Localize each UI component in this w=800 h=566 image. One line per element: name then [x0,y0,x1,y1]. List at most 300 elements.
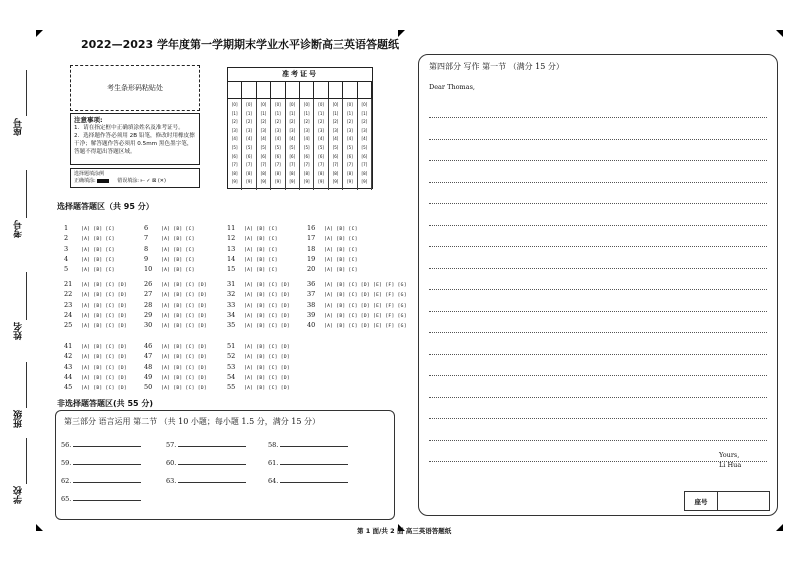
answer-options[interactable]: [A] [B] [C] [81,268,115,274]
answer-options[interactable]: [A] [B] [C] [D] [81,345,127,350]
choice-question [227,280,290,288]
admission-digit-bubble[interactable]: [1] [260,110,267,116]
seat-field[interactable] [26,70,27,116]
writing-line[interactable] [429,139,767,140]
question-number: 38 [307,300,316,309]
answer-options[interactable]: [A] [B] [C] [D] [244,365,290,371]
blank-answer-line[interactable] [73,500,141,501]
admission-digit-bubble[interactable]: [9] [289,179,296,185]
admission-digit-bubble[interactable]: [3] [231,127,238,133]
answer-options[interactable]: [A] [B] [C] [D] [E] [F] [G] [324,313,407,319]
question-number: 33 [227,300,236,309]
question-number: 4 [64,254,69,263]
answer-options[interactable]: [A] [B] [C] [D] [161,386,207,392]
answer-options[interactable]: [A] [B] [C] [D] [161,313,207,319]
admission-digit-bubble[interactable]: [6] [260,153,267,159]
answer-options[interactable]: [A] [B] [C] [324,227,358,232]
blank-number: 56. [61,441,72,449]
answer-options[interactable]: [A] [B] [C] [161,237,195,243]
choice-question [64,290,127,298]
blank-answer-line[interactable] [178,482,246,483]
answer-options[interactable]: [A] [B] [C] [324,237,358,243]
admission-write-cell[interactable] [228,82,242,98]
choice-question [144,280,207,288]
admission-write-cell[interactable] [257,82,271,98]
admission-digit-bubble[interactable]: [1] [246,110,252,116]
admission-digit-bubble[interactable]: [7] [260,162,267,168]
blank-number: 61. [268,459,279,467]
admission-digit-bubble[interactable]: [6] [275,153,281,159]
writing-line[interactable] [429,311,767,312]
admission-digit-bubble[interactable]: [4] [361,136,368,142]
answer-options[interactable]: [A] [B] [C] [D] [161,303,207,309]
admission-digit-bubble[interactable]: [0] [318,102,324,107]
answer-options[interactable]: [A] [B] [C] [244,227,278,232]
admission-digit-bubble[interactable]: [0] [260,102,267,107]
admission-digit-bubble[interactable]: [6] [332,153,339,159]
answer-options[interactable]: [A] [B] [C] [324,268,358,274]
wrong-fill-marks: ⟝ ✓ ⊠ (✕) [140,178,166,184]
admission-digit-bubble[interactable]: [9] [361,179,368,185]
answer-options[interactable]: [A] [B] [C] [D] [161,365,207,371]
question-number: 54 [227,372,236,381]
answer-options[interactable]: [A] [B] [C] [D] [81,303,127,309]
admission-digit-bubble[interactable]: [5] [231,144,238,150]
correct-fill-label: 正确填涂: [74,178,96,184]
question-number: 30 [144,321,153,330]
answer-options[interactable]: [A] [B] [C] [D] [E] [F] [G] [324,293,407,299]
admission-digit-bubble[interactable]: [6] [303,153,310,159]
admission-digit-bubble[interactable]: [2] [275,119,281,125]
answer-options[interactable]: [A] [B] [C] [D] [81,324,127,330]
answer-options[interactable]: [A] [B] [C] [81,247,115,253]
answer-options[interactable]: [A] [B] [C] [D] [244,375,290,381]
admission-digit-bubble[interactable]: [8] [260,170,267,176]
name-field[interactable] [26,272,27,320]
writing-line[interactable] [429,354,767,355]
admission-digit-bubble[interactable]: [0] [231,102,238,107]
question-number: 53 [227,362,236,371]
admission-digit-bubble[interactable]: [6] [361,153,368,159]
writing-line[interactable] [429,246,767,247]
admission-digit-column [242,99,256,190]
question-number: 45 [64,383,73,392]
admission-digit-bubble[interactable]: [0] [347,102,353,107]
barcode-area [70,65,200,111]
question-number: 49 [144,372,153,381]
part3-title: 第三部分 语言运用 第二节 （共 10 小题；每小题 1.5 分，满分 15 分） [64,417,320,426]
admission-digit-bubble[interactable]: [3] [246,127,252,133]
admission-digit-bubble[interactable]: [0] [332,102,339,107]
admission-digit-bubble[interactable]: [6] [246,153,252,159]
choice-question [144,373,207,381]
question-number: 6 [144,224,149,232]
choice-question [227,255,278,263]
admission-digit-column [228,99,242,190]
answer-options[interactable]: [A] [B] [C] [D] [E] [F] [G] [324,324,407,330]
question-number: 24 [64,310,73,319]
answer-options[interactable]: [A] [B] [C] [D] [81,365,127,371]
answer-options[interactable]: [A] [B] [C] [324,257,358,263]
fill-in-blank [61,441,141,449]
admission-digit-bubble[interactable]: [5] [303,144,310,150]
choice-question [227,321,290,329]
admission-write-cell[interactable] [314,82,328,98]
answer-options[interactable]: [A] [B] [C] [D] [81,375,127,381]
admission-digit-bubble[interactable]: [8] [231,170,238,176]
answer-options[interactable]: [A] [B] [C] [D] [81,313,127,319]
blank-answer-line[interactable] [280,482,348,483]
admission-digit-bubble[interactable]: [8] [332,170,339,176]
admission-digit-bubble[interactable]: [7] [289,162,296,168]
question-number: 47 [144,352,153,361]
school-label: 学校 [14,486,24,504]
fill-in-blank [166,477,246,485]
admission-bubble-grid [228,99,372,190]
answer-options[interactable]: [A] [B] [C] [D] [161,345,207,350]
question-number: 41 [64,342,73,350]
admission-digit-bubble[interactable]: [2] [260,119,267,125]
choice-question [227,352,290,360]
blank-answer-line[interactable] [73,482,141,483]
admission-digit-bubble[interactable]: [7] [361,162,368,168]
admission-digit-bubble[interactable]: [4] [303,136,310,142]
writing-line[interactable] [429,397,767,398]
choice-question [144,301,207,309]
admission-digit-bubble[interactable]: [1] [332,110,339,116]
corner-mark-bottom-right [776,524,783,531]
answer-options[interactable]: [A] [B] [C] [244,268,278,274]
question-number: 7 [144,234,149,243]
admission-digit-bubble[interactable]: [3] [260,127,267,133]
answer-options[interactable]: [A] [B] [C] [D] [81,386,127,392]
question-number: 48 [144,362,153,371]
blank-number: 57. [166,441,177,449]
answer-options[interactable]: [A] [B] [C] [244,237,278,243]
admission-digit-bubble[interactable]: [5] [318,144,324,150]
answer-options[interactable]: [A] [B] [C] [D] [161,283,207,288]
writing-line[interactable] [429,117,767,118]
admission-digit-bubble[interactable]: [3] [361,127,368,133]
admission-digit-bubble[interactable]: [9] [260,179,267,185]
part4-writing-box [418,54,778,516]
answer-options[interactable]: [A] [B] [C] [D] [244,283,290,288]
admission-digit-bubble[interactable]: [5] [289,144,296,150]
answer-options[interactable]: [A] [B] [C] [D] [161,324,207,330]
admission-digit-column [314,99,328,190]
answer-options[interactable]: [A] [B] [C] [161,227,195,232]
admission-write-cell[interactable] [286,82,300,98]
admission-digit-bubble[interactable]: [8] [347,170,353,176]
question-number: 22 [64,290,73,299]
admission-write-cell[interactable] [242,82,256,98]
admission-digit-bubble[interactable]: [1] [347,110,353,116]
blank-answer-line[interactable] [178,464,246,465]
admission-digit-bubble[interactable]: [7] [246,162,252,168]
answer-options[interactable]: [A] [B] [C] [81,257,115,263]
admission-digit-column [343,99,357,190]
blank-answer-line[interactable] [178,446,246,447]
answer-options[interactable]: [A] [B] [C] [D] [244,355,290,361]
answer-options[interactable]: [A] [B] [C] [244,257,278,263]
question-number: 36 [307,280,316,288]
admission-digit-bubble[interactable]: [5] [347,144,353,150]
admission-digit-bubble[interactable]: [7] [275,162,281,168]
admission-digit-bubble[interactable]: [0] [361,102,368,107]
choice-question [307,265,358,273]
admission-digit-bubble[interactable]: [9] [332,179,339,185]
blank-answer-line[interactable] [73,464,141,465]
notice-heading: 注意事项: [74,116,103,124]
question-number: 13 [227,244,236,253]
admission-digit-bubble[interactable]: [2] [361,119,368,125]
blank-number: 60. [166,459,177,467]
answer-options[interactable]: [A] [B] [C] [D] [244,324,290,330]
admission-digit-bubble[interactable]: [2] [289,119,296,125]
fill-in-blank [268,441,348,449]
admission-digit-bubble[interactable]: [7] [347,162,353,168]
question-number: 15 [227,265,236,274]
writing-line[interactable] [429,225,767,226]
student-info-sidebar [10,40,34,530]
admission-digit-bubble[interactable]: [4] [246,136,252,142]
admission-digit-bubble[interactable]: [1] [289,110,296,116]
admission-digit-column [358,99,372,190]
notice-box [70,113,200,165]
admission-digit-bubble[interactable]: [4] [332,136,339,142]
admission-digit-bubble[interactable]: [2] [318,119,324,125]
answer-options[interactable]: [A] [B] [C] [D] [244,313,290,319]
question-number: 52 [227,352,236,361]
question-number: 21 [64,280,73,288]
admission-digit-bubble[interactable]: [2] [246,119,252,125]
choice-question [307,245,358,253]
question-number: 55 [227,383,236,392]
writing-line[interactable] [429,375,767,376]
admission-digit-column [286,99,300,190]
admission-digit-bubble[interactable]: [9] [231,179,238,185]
admission-write-cell[interactable] [271,82,285,98]
admission-digit-bubble[interactable]: [4] [231,136,238,142]
choice-question [227,301,290,309]
admission-digit-bubble[interactable]: [1] [231,110,238,116]
seat-number-field[interactable] [718,492,769,510]
answer-options[interactable]: [A] [B] [C] [D] [244,303,290,309]
answer-options[interactable]: [A] [B] [C] [D] [81,293,127,299]
choice-question [307,311,407,319]
fill-in-blank [61,495,141,503]
admission-digit-bubble[interactable]: [4] [289,136,296,142]
admission-digit-bubble[interactable]: [8] [289,170,296,176]
answer-options[interactable]: [A] [B] [C] [244,247,278,253]
answer-options[interactable]: [A] [B] [C] [D] [161,355,207,361]
writing-line[interactable] [429,289,767,290]
admission-digit-bubble[interactable]: [9] [303,179,310,185]
question-number: 16 [307,224,316,232]
choice-question [227,383,290,391]
question-number: 43 [64,362,73,371]
admission-write-cell[interactable] [343,82,357,98]
answer-options[interactable]: [A] [B] [C] [D] [81,283,127,288]
exam-no-label: 考号 [14,220,24,238]
admission-digit-bubble[interactable]: [0] [246,102,252,107]
question-number: 2 [64,234,69,243]
answer-options[interactable]: [A] [B] [C] [D] [161,375,207,381]
fill-in-blank [61,477,141,485]
admission-digit-bubble[interactable]: [9] [246,179,252,185]
answer-options[interactable]: [A] [B] [C] [81,237,115,243]
admission-digit-bubble[interactable]: [8] [246,170,252,176]
admission-digit-bubble[interactable]: [3] [332,127,339,133]
answer-options[interactable]: [A] [B] [C] [161,247,195,253]
choice-question [307,280,407,288]
admission-digit-bubble[interactable]: [2] [303,119,310,125]
writing-line[interactable] [429,440,767,441]
choice-question [64,342,127,350]
fill-in-blank [166,459,246,467]
admission-digit-bubble[interactable]: [3] [347,127,353,133]
page-title: 2022—2023 学年度第一学期期末学业水平诊断高三英语答题纸 [80,38,400,51]
answer-options[interactable]: [A] [B] [C] [D] [E] [F] [G] [324,303,407,309]
admission-digit-bubble[interactable]: [0] [275,102,281,107]
class-field[interactable] [26,362,27,408]
choice-question [227,234,278,242]
writing-line[interactable] [429,332,767,333]
choice-question [144,224,195,232]
writing-line[interactable] [429,182,767,183]
admission-digit-bubble[interactable]: [9] [318,179,324,185]
admission-digit-bubble[interactable]: [1] [361,110,368,116]
choice-question [64,234,115,242]
admission-digit-bubble[interactable]: [7] [332,162,339,168]
admission-digit-bubble[interactable]: [8] [318,170,324,176]
admission-digit-bubble[interactable]: [3] [318,127,324,133]
blank-answer-line[interactable] [280,464,348,465]
writing-line[interactable] [429,418,767,419]
school-field[interactable] [26,438,27,484]
admission-digit-bubble[interactable]: [6] [231,153,238,159]
answer-options[interactable]: [A] [B] [C] [D] [244,386,290,392]
admission-digit-bubble[interactable]: [8] [303,170,310,176]
admission-digit-column [300,99,314,190]
admission-digit-bubble[interactable]: [4] [318,136,324,142]
blank-answer-line[interactable] [73,446,141,447]
choice-question [227,342,290,350]
fill-example-box [70,168,200,188]
choice-question [144,255,195,263]
admission-number-grid [227,67,373,189]
fill-in-blank [268,477,348,485]
answer-options[interactable]: [A] [B] [C] [D] [244,293,290,299]
answer-options[interactable]: [A] [B] [C] [81,227,115,232]
admission-digit-bubble[interactable]: [6] [289,153,296,159]
admission-digit-bubble[interactable]: [1] [318,110,324,116]
admission-digit-bubble[interactable]: [5] [332,144,339,150]
admission-digit-bubble[interactable]: [8] [361,170,368,176]
admission-digit-bubble[interactable]: [2] [332,119,339,125]
blank-answer-line[interactable] [280,446,348,447]
choice-question [144,342,207,350]
letter-signature: Li Hua [719,461,742,469]
admission-digit-bubble[interactable]: [1] [303,110,310,116]
admission-digit-bubble[interactable]: [5] [260,144,267,150]
admission-write-cell[interactable] [300,82,314,98]
admission-digit-bubble[interactable]: [9] [275,179,281,185]
choice-question [64,373,127,381]
choice-question [227,224,278,232]
admission-digit-bubble[interactable]: [3] [275,127,281,133]
choice-question [307,301,407,309]
admission-digit-bubble[interactable]: [4] [275,136,281,142]
choice-question [144,234,195,242]
writing-line[interactable] [429,160,767,161]
writing-line[interactable] [429,203,767,204]
admission-digit-bubble[interactable]: [5] [275,144,281,150]
question-number: 32 [227,290,236,299]
answer-options[interactable]: [A] [B] [C] [324,247,358,253]
question-number: 40 [307,321,316,330]
admission-title: 准考证号 [228,68,372,82]
admission-digit-bubble[interactable]: [0] [289,102,296,107]
admission-digit-bubble[interactable]: [6] [318,153,324,159]
admission-write-cell[interactable] [329,82,343,98]
choice-section-title: 选择题答题区（共 95 分） [57,202,154,211]
admission-digit-bubble[interactable]: [6] [347,153,353,159]
question-number: 27 [144,290,153,299]
name-label: 姓名 [14,322,24,340]
answer-options[interactable]: [A] [B] [C] [161,268,195,274]
choice-question [144,245,195,253]
answer-options[interactable]: [A] [B] [C] [D] [E] [F] [G] [324,283,407,288]
choice-question [227,290,290,298]
question-number: 1 [64,224,69,232]
admission-digit-bubble[interactable]: [7] [303,162,310,168]
admission-digit-bubble[interactable]: [3] [289,127,296,133]
admission-write-cell[interactable] [358,82,372,98]
admission-digit-bubble[interactable]: [9] [347,179,353,185]
admission-digit-bubble[interactable]: [4] [260,136,267,142]
admission-digit-bubble[interactable]: [2] [347,119,353,125]
admission-digit-bubble[interactable]: [0] [303,102,310,107]
choice-question [64,255,115,263]
admission-digit-bubble[interactable]: [5] [361,144,368,150]
admission-digit-bubble[interactable]: [3] [303,127,310,133]
admission-digit-bubble[interactable]: [2] [231,119,238,125]
question-number: 17 [307,234,316,243]
admission-digit-bubble[interactable]: [1] [275,110,281,116]
choice-question [227,311,290,319]
writing-line[interactable] [429,268,767,269]
admission-digit-bubble[interactable]: [8] [275,170,281,176]
answer-options[interactable]: [A] [B] [C] [D] [81,355,127,361]
admission-digit-bubble[interactable]: [7] [231,162,238,168]
writing-line[interactable] [429,461,767,462]
admission-digit-column [271,99,285,190]
admission-digit-bubble[interactable]: [7] [318,162,324,168]
admission-digit-bubble[interactable]: [4] [347,136,353,142]
blank-number: 64. [268,477,279,485]
corner-mark-top-right [776,30,783,37]
admission-digit-bubble[interactable]: [5] [246,144,252,150]
answer-options[interactable]: [A] [B] [C] [161,257,195,263]
choice-question [227,363,290,371]
exam-no-field[interactable] [26,170,27,218]
blank-number: 59. [61,459,72,467]
blank-number: 58. [268,441,279,449]
choice-question [144,290,207,298]
answer-options[interactable]: [A] [B] [C] [D] [244,345,290,350]
answer-options[interactable]: [A] [B] [C] [D] [161,293,207,299]
